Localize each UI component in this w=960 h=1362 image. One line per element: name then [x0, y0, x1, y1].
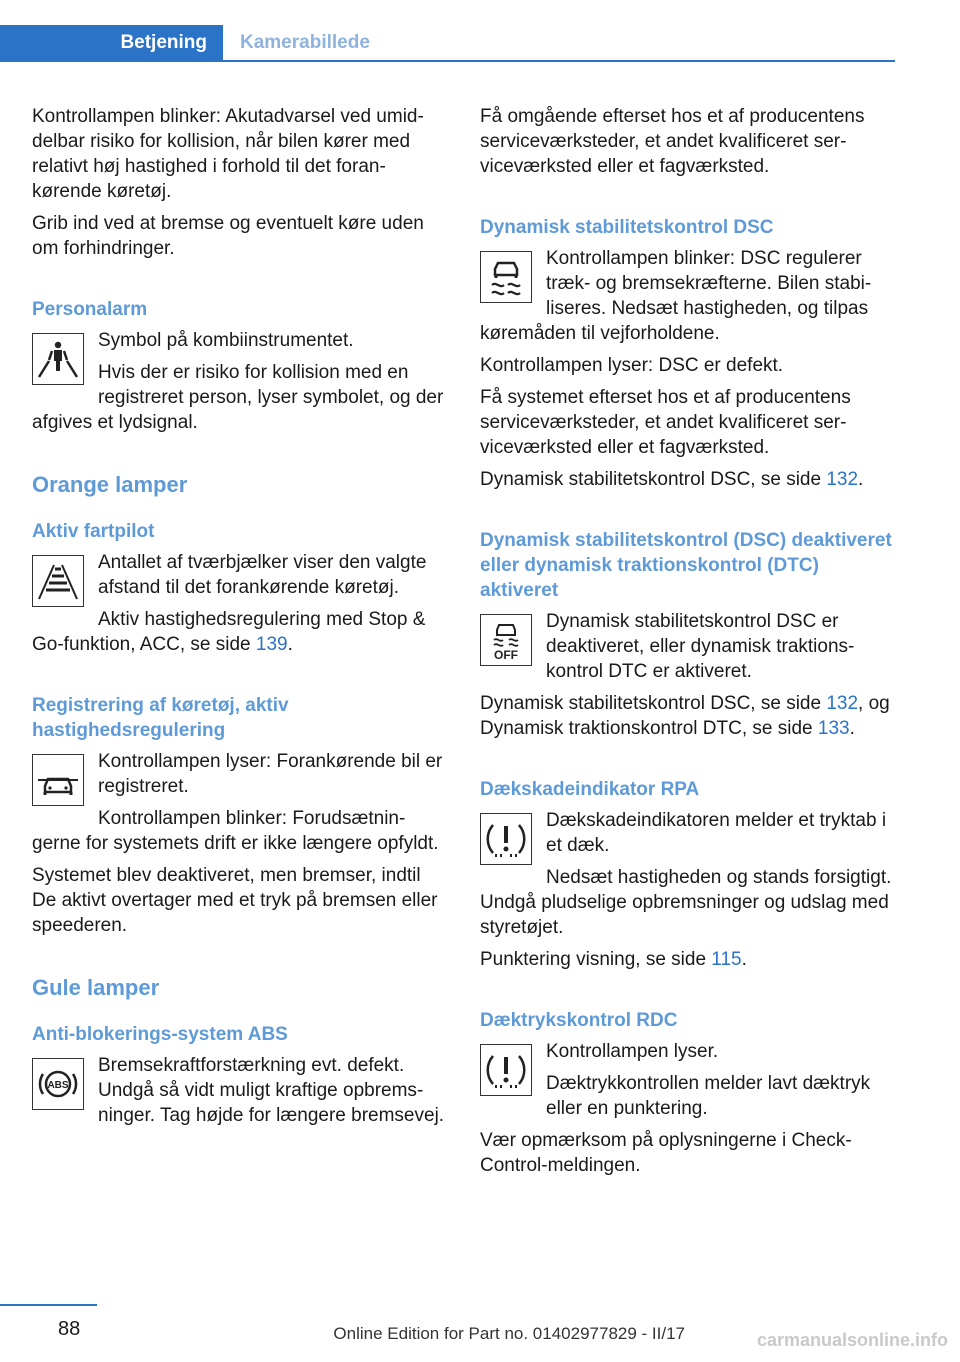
paragraph: Kontrollampen blinker: Forudsætningerne for systemets drift er ikke længere opfyldt.: [32, 808, 439, 854]
abs-icon-text: ABS: [47, 1080, 69, 1091]
heading-dsc: Dynamisk stabilitetskontrol DSC: [480, 217, 774, 238]
dsc-skid-icon: [480, 251, 532, 303]
personalarm-block: [32, 328, 447, 435]
vehicle-detected-icon: [32, 754, 84, 806]
paragraph: Kontrollampen blinker: Akutadvarsel ved umiddelbar risiko for kollision, når bilen kører med relativt høj hastighed i forhold til det forankørende køretøj.: [32, 106, 424, 202]
distance-bars-icon: [32, 555, 84, 607]
paragraph: Få omgående efterset hos et af producentens serviceværksteder, et andet kvalificeret serviceværksted eller et fagværksted.: [480, 106, 865, 177]
text: .: [287, 634, 293, 655]
text: Punktering visning, se side: [480, 949, 712, 970]
dsc-block: [480, 246, 895, 346]
text: Dynamisk stabilitetskontrol DSC, se side: [480, 693, 827, 714]
heading-gule-lamper: Gule lamper: [32, 975, 160, 1000]
pedestrian-warning-icon: [32, 333, 84, 385]
paragraph: Få systemet efterset hos et af producentens serviceværksteder, et andet kvalificeret serviceværksted eller et fagværksted.: [480, 387, 851, 458]
right-column: [480, 104, 895, 1185]
paragraph: Bremsekraftforstærkning evt. defekt. Undgå så vidt muligt kraftige opbremsninger. Tag højde for længere bremsevej.: [98, 1055, 445, 1126]
page-link-132[interactable]: 132: [826, 469, 859, 490]
text: .: [741, 949, 747, 970]
left-column: [32, 104, 447, 1135]
heading-orange-lamper: Orange lamper: [32, 472, 188, 497]
heading-abs: Anti-blokerings-system ABS: [32, 1024, 288, 1045]
tire-pressure-icon: [480, 1044, 532, 1096]
paragraph: Symbol på kombiinstrumentet.: [98, 330, 354, 351]
page-link-115[interactable]: 115: [711, 949, 742, 970]
paragraph: Dynamisk stabilitetskontrol DSC er deaktiveret, eller dynamisk traktionskontrol DTC er aktiveret.: [546, 611, 855, 682]
registrering-block: [32, 749, 447, 938]
tire-warning-icon: [480, 813, 532, 865]
header-tabbar: [0, 25, 895, 62]
paragraph: [480, 947, 895, 972]
paragraph: Kontrollampen blinker: DSC regulerer træk- og bremsekræfterne. Bilen stabiliseres. Nedsæt hastigheden, og tilpas køremåden til vejforholdene.: [480, 248, 872, 344]
page-link-133[interactable]: 133: [817, 718, 850, 739]
paragraph: [480, 691, 895, 741]
text: Aktiv hastighedsregulering med Stop & Go-funktion, ACC, se side: [32, 609, 426, 655]
paragraph: Hvis der er risiko for kollision med en registreret person, lyser symbolet, og der afgives et lydsignal.: [32, 362, 444, 433]
text: .: [858, 469, 864, 490]
footer-rule: [0, 1304, 97, 1306]
heading-rdc: Dæktrykskontrol RDC: [480, 1010, 678, 1031]
aktiv-fartpilot-block: [32, 550, 447, 657]
abs-icon: [32, 1058, 84, 1110]
header-rule: [0, 60, 895, 62]
paragraph: Nedsæt hastigheden og stands forsigtigt. Undgå pludselige opbremsninger og udslag med styretøjet.: [480, 867, 892, 938]
paragraph: Kontrollampen lyser.: [546, 1041, 719, 1062]
heading-rpa: Dækskadeindikator RPA: [480, 779, 700, 800]
paragraph: Antallet af tværbjælker viser den valgte afstand til det forankørende køretøj.: [98, 552, 427, 598]
tab-kamerabillede[interactable]: Kamerabillede: [240, 32, 370, 53]
paragraph: Kontrollampen lyser: DSC er defekt.: [480, 355, 784, 376]
paragraph: [480, 467, 895, 492]
paragraph: Vær opmærksom på oplysningerne i Check-Control-meldingen.: [480, 1130, 852, 1176]
rpa-block: [480, 808, 895, 972]
edition-text: Online Edition for Part no. 01402977829 - II/17: [333, 1324, 685, 1343]
heading-aktiv-fartpilot: Aktiv fartpilot: [32, 521, 155, 542]
paragraph: Grib ind ved at bremse og eventuelt køre uden om forhindringer.: [32, 213, 424, 259]
heading-registrering: Registrering af køretøj, aktiv hastighedsregulering: [32, 695, 289, 741]
paragraph: Systemet blev deaktiveret, men bremser, indtil De aktivt overtager med et tryk på bremsen eller speederen.: [32, 865, 438, 936]
paragraph: Dæktrykkontrollen melder lavt dæktryk eller en punktering.: [546, 1073, 871, 1119]
abs-block: [32, 1053, 447, 1128]
text: Dynamisk stabilitetskontrol DSC, se side: [480, 469, 827, 490]
paragraph: Dækskadeindikatoren melder et tryktab i et dæk.: [546, 810, 887, 856]
dsc-off-icon: [480, 614, 532, 666]
heading-dsc-off: Dynamisk stabilitetskontrol (DSC) deaktiveret eller dynamisk traktionskontrol (DTC) aktiveret: [480, 530, 892, 601]
watermark: carmanualsonline.info: [756, 1330, 948, 1350]
page-number: 88: [58, 1318, 81, 1340]
dsc-off-block: [480, 609, 895, 684]
page-link-132[interactable]: 132: [826, 693, 859, 714]
paragraph: Kontrollampen lyser: Forankørende bil er registreret.: [98, 751, 443, 797]
rdc-block: [480, 1039, 895, 1121]
heading-personalarm: Personalarm: [32, 299, 148, 320]
tab-betjening[interactable]: Betjening: [0, 25, 223, 62]
text: .: [849, 718, 855, 739]
paragraph: [32, 607, 447, 657]
text: , og Dynamisk traktionskontrol DTC, se side: [480, 693, 890, 739]
page-link-139[interactable]: 139: [255, 634, 288, 655]
off-icon-text: OFF: [494, 648, 518, 662]
